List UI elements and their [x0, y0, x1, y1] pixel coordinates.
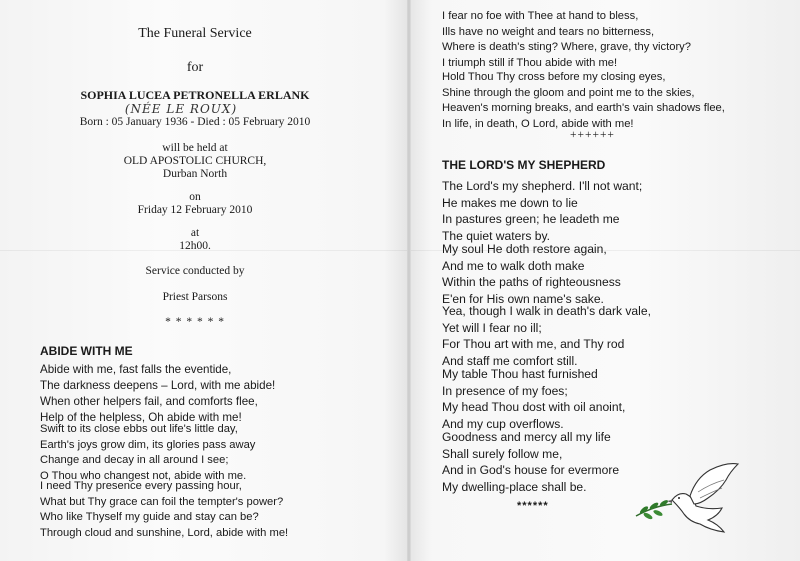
hymn-line: Hold Thou Thy cross before my closing eyes, — [442, 71, 666, 83]
hymn-line: The darkness deepens – Lord, with me abide! — [40, 379, 276, 392]
hymn-title-lords-my-shepherd: THE LORD'S MY SHEPHERD — [442, 158, 606, 172]
hymn-line: And staff me comfort still. — [442, 353, 578, 368]
hymn-stanza — [40, 362, 275, 426]
priest-name: Priest Parsons — [162, 291, 228, 303]
maiden-name-handwritten: (NÉE LE ROUX) — [124, 102, 238, 116]
birth-death-dates: Born : 05 January 1936 - Died : 05 February 2010 — [79, 116, 311, 128]
hymn-stanza — [442, 429, 619, 495]
hymn-line: The Lord's my shepherd. I'll not want; — [442, 179, 643, 193]
hymn-stanza — [40, 422, 255, 484]
hymn-stanza — [442, 241, 621, 307]
hymn-line: My table Thou hast furnished — [442, 367, 598, 381]
section-divider: ****** — [517, 500, 549, 512]
hymn-line: O Thou who changest not, abide with me. — [40, 469, 247, 482]
hymn-line: Shine through the gloom and point me to the skies, — [442, 86, 695, 99]
hymn-line: I fear no foe with Thee at hand to bless, — [442, 10, 639, 22]
hymn-line: My dwelling-place shall be. — [442, 479, 587, 494]
hymn-line: Shall surely follow me, — [442, 446, 563, 461]
hymn-line: What but Thy grace can foil the tempter's power? — [40, 495, 284, 508]
hymn-line: My head Thou dost with oil anoint, — [442, 400, 626, 414]
hymn-line: Within the paths of righteousness — [442, 275, 621, 289]
venue-name: OLD APOSTOLIC CHURCH, — [123, 155, 267, 167]
hymn-line: Goodness and mercy all my life — [442, 430, 611, 444]
service-date: Friday 12 February 2010 — [137, 204, 253, 216]
section-divider: ++++++ — [570, 129, 615, 141]
service-title: The Funeral Service — [138, 26, 252, 41]
hymn-line: Heaven's morning breaks, and earth's vain shadows flee, — [442, 102, 725, 114]
section-divider: * * * * * * — [165, 316, 225, 328]
hymn-line: I need Thy presence every passing hour, — [40, 480, 242, 492]
hymn-line: For Thou art with me, and Thy rod — [442, 337, 625, 351]
hymn-line: I triumph still if Thou abide with me! — [442, 56, 618, 69]
hymn-title-abide-with-me: ABIDE WITH ME — [40, 344, 133, 358]
hymn-line: Through cloud and sunshine, Lord, abide with me! — [40, 526, 289, 539]
hymn-line: And my cup overflows. — [442, 416, 564, 431]
at-text: at — [190, 227, 200, 239]
dove-with-olive-branch-icon — [634, 458, 754, 538]
hymn-line: Help of the helpless, Oh abide with me! — [40, 411, 242, 424]
hymn-line: Who like Thyself my guide and stay can be? — [40, 511, 259, 523]
venue-place: Durban North — [162, 168, 228, 180]
hymn-line: In presence of my foes; — [442, 383, 568, 398]
deceased-name: SOPHIA LUCEA PETRONELLA ERLANK — [80, 88, 310, 102]
hymn-line: Swift to its close ebbs out life's little day, — [40, 423, 238, 435]
hymn-line: And me to walk doth make — [442, 258, 585, 273]
hymn-line: My soul He doth restore again, — [442, 242, 607, 256]
hymn-stanza — [442, 303, 651, 369]
hymn-line: Ills have no weight and tears no bitterness, — [442, 25, 655, 38]
hymn-stanza — [40, 479, 288, 541]
hymn-stanza — [442, 366, 625, 432]
right-panel — [412, 0, 800, 561]
hymn-line: E'en for His own name's sake. — [442, 291, 604, 306]
hymn-stanza — [442, 178, 642, 244]
hymn-stanza — [442, 9, 691, 71]
for-text: for — [186, 60, 204, 75]
hymn-line: Yea, though I walk in death's dark vale, — [442, 304, 651, 318]
held-at-text: will be held at — [162, 142, 228, 154]
hymn-line: Where is death's sting? Where, grave, thy victory? — [442, 41, 691, 53]
hymn-line: Yet will I fear no ill; — [442, 320, 542, 335]
service-time: 12h00. — [179, 240, 211, 252]
conducted-by-text: Service conducted by — [145, 265, 245, 277]
hymn-line: Abide with me, fast falls the eventide, — [40, 363, 232, 376]
hymn-line: In life, in death, O Lord, abide with me! — [442, 117, 634, 130]
hymn-line: The quiet waters by. — [442, 228, 550, 243]
hymn-line: In pastures green; he leadeth me — [442, 212, 620, 226]
hymn-line: And in God's house for evermore — [442, 463, 620, 477]
hymn-line: Earth's joys grow dim, its glories pass away — [40, 438, 256, 451]
hymn-line: Change and decay in all around I see; — [40, 454, 229, 466]
hymn-stanza — [442, 70, 725, 132]
hymn-line: He makes me down to lie — [442, 195, 578, 210]
center-fold — [407, 0, 411, 561]
hymn-line: When other helpers fail, and comforts flee, — [40, 395, 258, 408]
on-text: on — [189, 191, 201, 203]
